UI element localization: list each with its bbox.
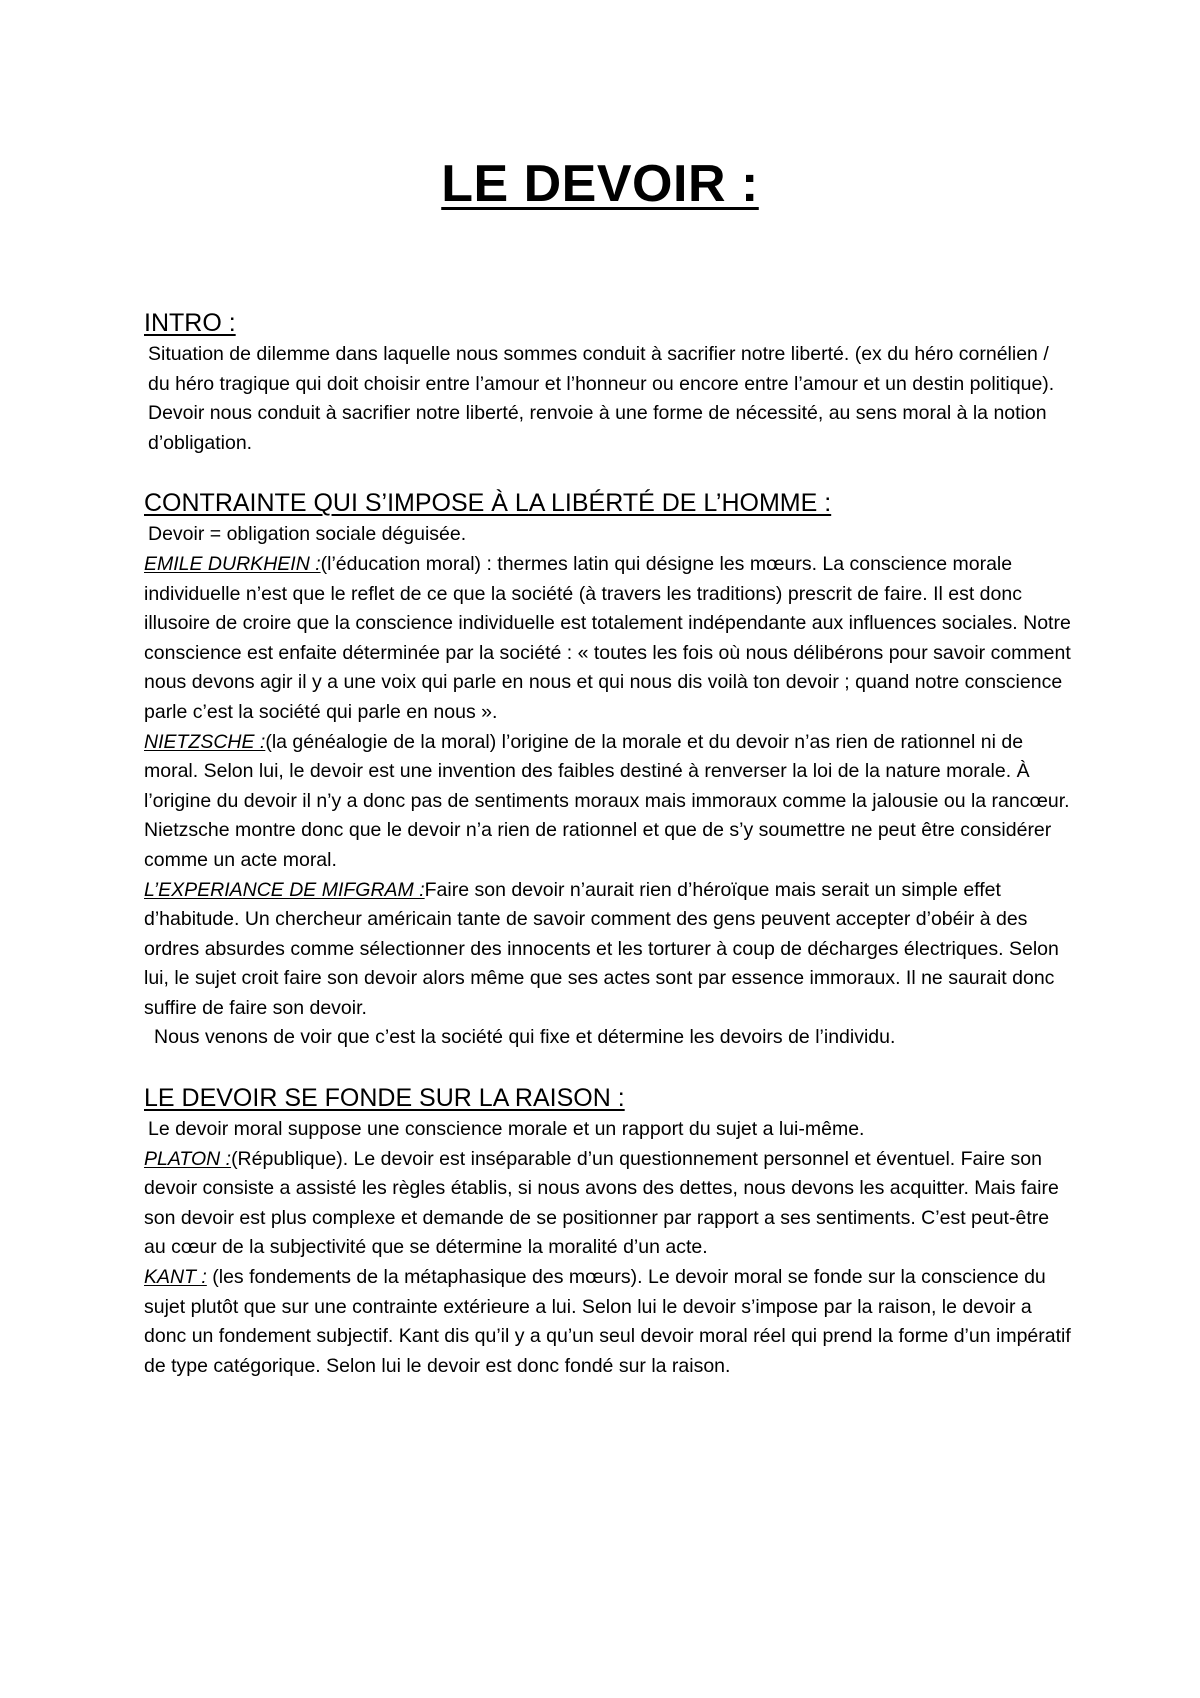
nietzsche-text: (la généalogie de la moral) l’origine de la morale et du devoir n’as rien de rationnel ni de moral. Selon lui, le devoir est une invention des faibles destiné à renverser la loi de la nature morale. À l’origine du devoir il n’y a donc pas de sentiments moraux mais immoraux comme la jalousie ou la rancœur. Nietzsche montre donc que le devoir n’a rien de rationnel et que de s’y soumettre ne peut être considérer comme un acte moral. [144, 730, 1070, 871]
platon-paragraph [144, 1145, 1074, 1263]
section-spacer [144, 458, 1074, 486]
section-spacer [144, 1053, 1074, 1081]
kant-text: (les fondements de la métaphasique des mœurs). Le devoir moral se fonde sur la conscience du sujet plutôt que sur une contrainte extérieure a lui. Selon lui le devoir s’impose par la raison, le devoir a donc un fondement subjectif. Kant dis qu’il y a qu’un seul devoir moral réel qui prend la forme d’un impératif de type catégorique. Selon lui le devoir est donc fondé sur la raison. [144, 1266, 1071, 1377]
durkheim-paragraph [144, 550, 1074, 728]
intro-paragraph-2: Devoir nous conduit à sacrifier notre liberté, renvoie à une forme de nécessité, au sens moral à la notion d’obligation. [148, 402, 1047, 454]
kant-paragraph [144, 1263, 1074, 1381]
nietzsche-paragraph [144, 728, 1074, 876]
platon-text: (République). Le devoir est inséparable d’un questionnement personnel et éventuel. Faire son devoir consiste a assisté les règles établis, si nous avons des dettes, nous devons les acquitter. Mais faire son devoir est plus complexe et demande de se positionner par rapport a ses sentiments. C’est peut-être au cœur de la subjectivité que se détermine la moralité d’un acte. [144, 1147, 1059, 1259]
page-title-text: LE DEVOIR : [441, 155, 759, 213]
durkheim-label: EMILE DURKHEIN : [144, 552, 321, 575]
page-title [0, 152, 1200, 216]
durkheim-text: (l’éducation moral) : thermes latin qui désigne les mœurs. La conscience morale individuelle n’est que le reflet de ce que la société (à travers les traditions) prescrit de faire. Il est donc illusoire de croire que la conscience individuelle est totalement indépendante aux influences sociales. Notre conscience est enfaite déterminée par la société : « toutes les fois où nous délibérons pour savoir comment nous devons agir il y a une voix qui parle en nous et qui nous dis voilà ton devoir ; quand notre conscience parle c’est la société qui parle en nous ». [144, 552, 1071, 723]
raison-paragraph-1: Le devoir moral suppose une conscience morale et un rapport du sujet a lui-même. [148, 1118, 865, 1141]
intro-paragraph-1: Situation de dilemme dans laquelle nous sommes conduit à sacrifier notre liberté. (ex du héro cornélien / du héro tragique qui doit choisir entre l’amour et l’honneur ou encore entre l’amour et un destin politique). [148, 343, 1055, 395]
nietzsche-label: NIETZSCHE : [144, 730, 266, 753]
milgram-text: Faire son devoir n’aurait rien d’héroïque mais serait un simple effet d’habitude. Un chercheur américain tante de savoir comment des gens peuvent accepter d’obéir à des ordres absurdes comme sélectionner des innocents et les torturer à coup de décharges électriques. Selon lui, le sujet croit faire son devoir alors même que ses actes sont par essence immoraux. Il ne saurait donc suffire de faire son devoir. [144, 878, 1059, 1019]
section-heading-intro: INTRO : [144, 309, 236, 337]
milgram-paragraph [144, 876, 1074, 1024]
contrainte-paragraph-1: Devoir = obligation sociale déguisée. [148, 523, 467, 546]
section-heading-contrainte: CONTRAINTE QUI S’IMPOSE À LA LIBÉRTÉ DE L’HOMME : [144, 489, 832, 518]
section-heading-raison: LE DEVOIR SE FONDE SUR LA RAISON : [144, 1084, 625, 1113]
platon-label: PLATON : [144, 1147, 232, 1170]
document-body [144, 306, 1074, 1381]
kant-label: KANT : [144, 1266, 207, 1289]
milgram-label: L’EXPERIANCE DE MIFGRAM : [144, 878, 425, 901]
contrainte-conclusion: Nous venons de voir que c’est la société qui fixe et détermine les devoirs de l’individu. [154, 1026, 896, 1049]
